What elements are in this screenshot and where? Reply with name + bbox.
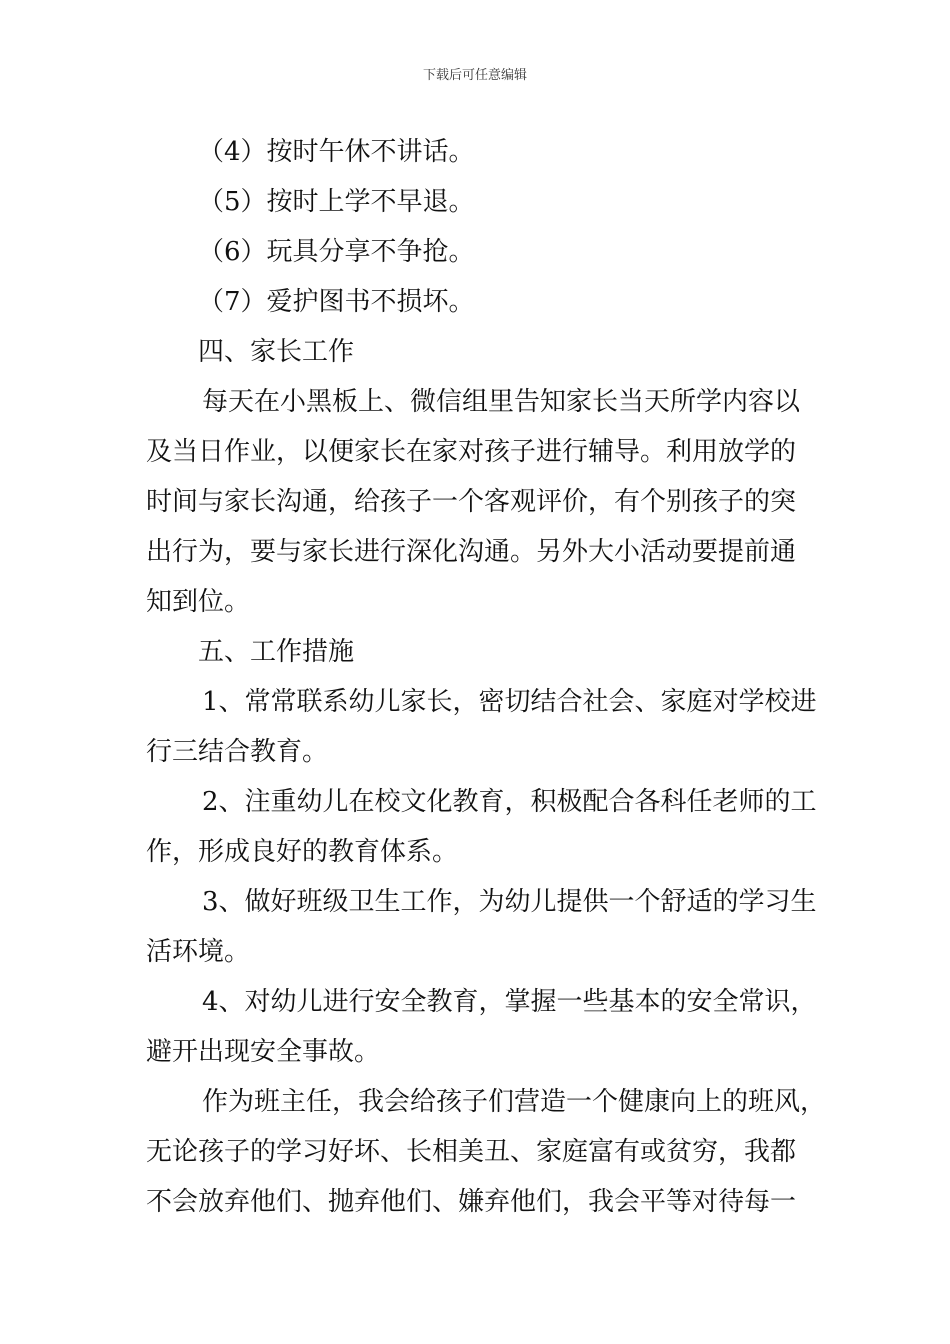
section-heading-parent-work: 四、家长工作: [198, 337, 355, 367]
paragraph-line: 每天在小黑板上、微信组里告知家长当天所学内容以: [202, 387, 801, 417]
rule-item-7: （7）爱护图书不损坏。: [198, 287, 475, 317]
rule-item-4: （4）按时午休不讲话。: [198, 137, 475, 167]
paragraph-line: 及当日作业，以便家长在家对孩子进行辅导。利用放学的: [146, 437, 797, 467]
paragraph-line: 1、常常联系幼儿家长，密切结合社会、家庭对学校进: [202, 687, 817, 717]
paragraph-line: 无论孩子的学习好坏、长相美丑、家庭富有或贫穷，我都: [146, 1137, 797, 1167]
paragraph-line: 出行为，要与家长进行深化沟通。另外大小活动要提前通: [146, 537, 797, 567]
section-heading-work-measures: 五、工作措施: [198, 637, 355, 667]
paragraph-line: 不会放弃他们、抛弃他们、嫌弃他们，我会平等对待每一: [146, 1187, 797, 1217]
rule-item-5: （5）按时上学不早退。: [198, 187, 475, 217]
paragraph-line: 作，形成良好的教育体系。: [146, 837, 459, 867]
paragraph-line: 3、做好班级卫生工作，为幼儿提供一个舒适的学习生: [202, 887, 817, 917]
paragraph-line: 时间与家长沟通，给孩子一个客观评价，有个别孩子的突: [146, 487, 797, 517]
paragraph-line: 避开出现安全事故。: [146, 1037, 381, 1067]
page-header: 下载后可任意编辑: [422, 68, 527, 83]
paragraph-line: 作为班主任，我会给孩子们营造一个健康向上的班风，: [202, 1087, 827, 1117]
paragraph-line: 知到位。: [146, 587, 251, 617]
paragraph-line: 行三结合教育。: [146, 737, 329, 767]
paragraph-line: 2、注重幼儿在校文化教育，积极配合各科任老师的工: [202, 787, 817, 817]
document-body: [146, 127, 827, 1227]
paragraph-line: 4、对幼儿进行安全教育，掌握一些基本的安全常识，: [202, 987, 817, 1017]
rule-item-6: （6）玩具分享不争抢。: [198, 237, 475, 267]
paragraph-line: 活环境。: [146, 937, 251, 967]
